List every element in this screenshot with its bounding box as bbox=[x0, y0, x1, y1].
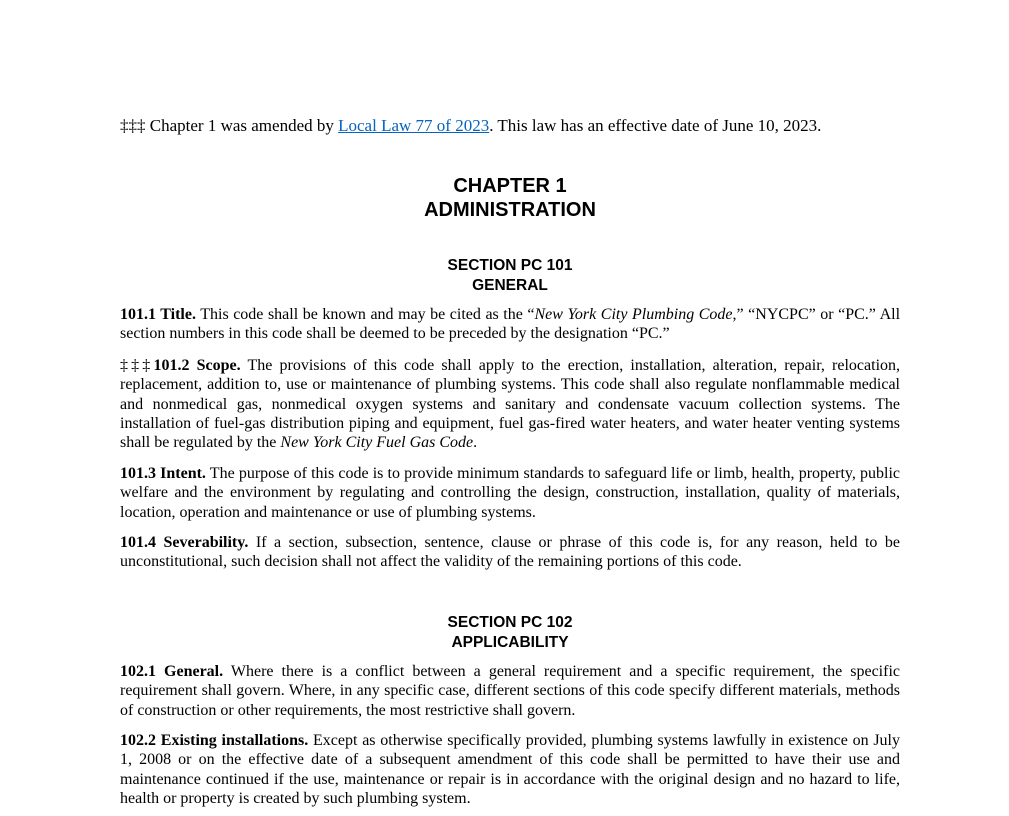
amendment-text-before: Chapter 1 was amended by bbox=[145, 116, 339, 135]
paragraph-heading: 101.1 Title. bbox=[120, 306, 196, 323]
amendment-marker: ‡‡‡ bbox=[120, 116, 146, 135]
paragraph-text: The provisions of this code shall apply to the erection, installation, alteration, repair, relocation, replacement, addition to, use or maintenance of plumbing systems. This code shall also regulate nonflammable medical and nonmedical gas, nonmedical oxygen systems and sanitary and condensate vacuum collection systems. The installation of fuel-gas distribution piping and equipment, fuel gas-fired water heaters, and water heater venting systems shall be regulated by the bbox=[120, 357, 901, 452]
paragraph-italic: New York City Plumbing Code bbox=[534, 306, 733, 323]
paragraph-heading: 102.2 Existing installations. bbox=[120, 732, 309, 749]
section-number: SECTION PC 101 bbox=[447, 257, 573, 274]
paragraph-text: Where there is a conflict between a general requirement and a specific requirement, the specific requirement shall govern. Where, in any specific case, different sections of this code specify different materials, methods of construction or other requirements, the most restrictive shall govern. bbox=[120, 663, 901, 719]
section-heading-102 bbox=[120, 613, 900, 653]
chapter-number: CHAPTER 1 bbox=[453, 175, 567, 197]
paragraph-text: If a section, subsection, sentence, clause or phrase of this code is, for any reason, held to be unconstitutional, such decision shall not affect the validity of the remaining portions of this code. bbox=[120, 534, 900, 571]
chapter-heading bbox=[120, 174, 900, 222]
section-title: GENERAL bbox=[472, 277, 548, 294]
section-number: SECTION PC 102 bbox=[447, 614, 573, 631]
paragraph-italic: New York City Fuel Gas Code bbox=[280, 434, 474, 452]
paragraph-text: This code shall be known and may be cited as the “ bbox=[195, 306, 535, 323]
amendment-marker: ‡‡‡ bbox=[120, 357, 154, 374]
amendment-note bbox=[120, 115, 920, 137]
paragraph-101-3 bbox=[120, 464, 900, 522]
paragraph-101-1 bbox=[120, 305, 900, 344]
section-title: APPLICABILITY bbox=[451, 634, 569, 651]
paragraph-heading: 101.3 Intent. bbox=[120, 465, 206, 482]
paragraph-101-4 bbox=[120, 533, 900, 572]
paragraph-heading: 102.1 General. bbox=[120, 663, 224, 680]
paragraph-text: Except as otherwise specifically provided, plumbing systems lawfully in existence on July 1, 2008 or on the effective date of a subsequent amendment of this code shall be permitted to have their use and maintenance continued if the use, maintenance or repair is in accordance with the original design and no hazard to life, health or property is created by such plumbing system. bbox=[120, 732, 901, 807]
chapter-title: ADMINISTRATION bbox=[424, 199, 596, 221]
local-law-link[interactable]: Local Law 77 of 2023 bbox=[338, 116, 490, 135]
paragraph-text: ,” “NYCPC” or “PC.” All section numbers in this code shall be deemed to be preceded by the designation “PC.” bbox=[120, 306, 901, 343]
section-heading-101 bbox=[120, 256, 900, 296]
amendment-text-after: . This law has an effective date of June 10, 2023. bbox=[489, 116, 822, 135]
paragraph-heading: 101.4 Severability. bbox=[120, 534, 249, 551]
paragraph-102-2 bbox=[120, 731, 900, 808]
paragraph-heading: 101.2 Scope. bbox=[153, 357, 241, 374]
paragraph-102-1 bbox=[120, 662, 900, 720]
paragraph-101-2 bbox=[120, 356, 900, 452]
paragraph-text: The purpose of this code is to provide minimum standards to safeguard life or limb, health, property, public welfare and the environment by regulating and controlling the design, construction, installation, quality of materials, location, operation and maintenance or use of plumbing systems. bbox=[120, 465, 901, 521]
paragraph-text: . bbox=[473, 434, 478, 452]
